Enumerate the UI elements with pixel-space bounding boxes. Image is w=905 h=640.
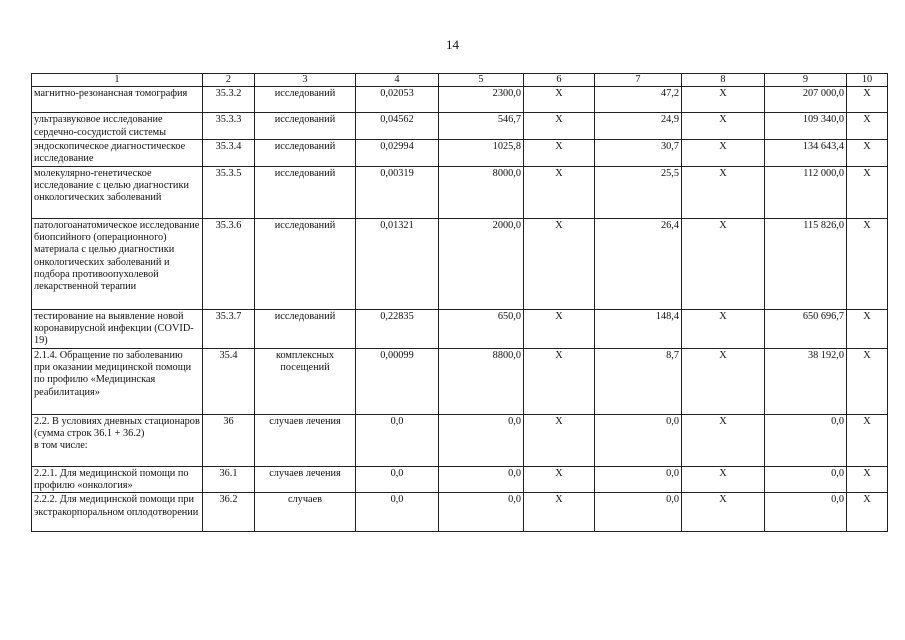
row-code: 36.1 [203, 466, 255, 493]
cell-value: 30,7 [595, 140, 682, 167]
cell-value: 134 643,4 [765, 140, 847, 167]
cell-value: X [524, 87, 595, 113]
cell-value: 47,2 [595, 87, 682, 113]
row-unit: случаев лечения [255, 414, 356, 466]
cell-value: 0,0 [595, 466, 682, 493]
cell-value: X [847, 466, 888, 493]
cell-value: X [524, 493, 595, 532]
table-row [32, 414, 888, 466]
row-unit: исследований [255, 140, 356, 167]
column-number: 2 [203, 74, 255, 87]
cell-value: X [682, 493, 765, 532]
cell-value: X [682, 113, 765, 140]
row-code: 35.3.3 [203, 113, 255, 140]
table-row [32, 140, 888, 167]
cell-value: 0,0 [765, 493, 847, 532]
row-code: 35.3.6 [203, 218, 255, 309]
column-number: 8 [682, 74, 765, 87]
row-code: 35.3.7 [203, 309, 255, 348]
cell-value: X [847, 309, 888, 348]
cell-value: 0,0 [595, 493, 682, 532]
cell-value: X [682, 348, 765, 414]
cell-value: 0,22835 [356, 309, 439, 348]
row-label: ультразвуковое исследование сердечно-сосудистой системы [32, 113, 203, 140]
row-label: 2.2.1. Для медицинской помощи по профилю «онкология» [32, 466, 203, 493]
column-number: 9 [765, 74, 847, 87]
cell-value: X [524, 218, 595, 309]
cell-value: 0,02053 [356, 87, 439, 113]
cell-value: 0,00319 [356, 166, 439, 218]
cell-value: X [524, 140, 595, 167]
cell-value: X [682, 166, 765, 218]
cell-value: 0,0 [595, 414, 682, 466]
row-code: 35.3.4 [203, 140, 255, 167]
cell-value: 8000,0 [439, 166, 524, 218]
row-code: 35.4 [203, 348, 255, 414]
page-number: 14 [446, 37, 459, 52]
cell-value: 650 696,7 [765, 309, 847, 348]
row-code: 35.3.2 [203, 87, 255, 113]
cell-value: 0,0 [356, 414, 439, 466]
cell-value: 1025,8 [439, 140, 524, 167]
table-row [32, 87, 888, 113]
row-code: 36 [203, 414, 255, 466]
row-unit: исследований [255, 218, 356, 309]
cell-value: X [682, 414, 765, 466]
row-label: магнитно-резонансная томография [32, 87, 203, 113]
cell-value: 0,0 [439, 414, 524, 466]
cell-value: X [524, 348, 595, 414]
row-label: эндоскопическое диагностическое исследование [32, 140, 203, 167]
cell-value: 0,01321 [356, 218, 439, 309]
header-row [32, 74, 888, 87]
cell-value: 115 826,0 [765, 218, 847, 309]
row-label: молекулярно-генетическое исследование с целью диагностики онкологических заболеваний [32, 166, 203, 218]
row-unit: случаев [255, 493, 356, 532]
cell-value: 24,9 [595, 113, 682, 140]
row-unit: случаев лечения [255, 466, 356, 493]
column-number: 7 [595, 74, 682, 87]
row-unit: исследований [255, 166, 356, 218]
cell-value: X [847, 87, 888, 113]
cell-value: 26,4 [595, 218, 682, 309]
row-label: 2.2. В условиях дневных стационаров (сумма строк 36.1 + 36.2) в том числе: [32, 414, 203, 466]
column-number: 5 [439, 74, 524, 87]
cell-value: 8,7 [595, 348, 682, 414]
cell-value: X [847, 166, 888, 218]
table-row [32, 166, 888, 218]
column-number: 3 [255, 74, 356, 87]
cell-value: 0,0 [356, 493, 439, 532]
cell-value: 0,02994 [356, 140, 439, 167]
column-number: 4 [356, 74, 439, 87]
cell-value: X [524, 466, 595, 493]
cell-value: 25,5 [595, 166, 682, 218]
cell-value: 38 192,0 [765, 348, 847, 414]
cell-value: X [524, 113, 595, 140]
cell-value: 112 000,0 [765, 166, 847, 218]
cell-value: X [524, 309, 595, 348]
cell-value: X [847, 348, 888, 414]
cell-value: 0,04562 [356, 113, 439, 140]
row-unit: исследований [255, 87, 356, 113]
cell-value: 8800,0 [439, 348, 524, 414]
table-row [32, 493, 888, 532]
cell-value: 148,4 [595, 309, 682, 348]
cell-value: X [682, 218, 765, 309]
cell-value: X [847, 218, 888, 309]
cell-value: 0,00099 [356, 348, 439, 414]
cell-value: X [524, 166, 595, 218]
cell-value: 0,0 [356, 466, 439, 493]
row-unit: исследований [255, 309, 356, 348]
row-label: 2.2.2. Для медицинской помощи при экстракорпоральном оплодотворении [32, 493, 203, 532]
cell-value: X [682, 309, 765, 348]
column-number: 1 [32, 74, 203, 87]
row-code: 35.3.5 [203, 166, 255, 218]
cell-value: X [682, 87, 765, 113]
cell-value: 2000,0 [439, 218, 524, 309]
cell-value: 207 000,0 [765, 87, 847, 113]
cell-value: 109 340,0 [765, 113, 847, 140]
table-row [32, 348, 888, 414]
cell-value: X [847, 113, 888, 140]
cell-value: 546,7 [439, 113, 524, 140]
row-unit: исследований [255, 113, 356, 140]
cell-value: X [682, 466, 765, 493]
cell-value: X [682, 140, 765, 167]
cell-value: 2300,0 [439, 87, 524, 113]
cell-value: 650,0 [439, 309, 524, 348]
column-number: 10 [847, 74, 888, 87]
row-label: патологоанатомическое исследование биопсийного (операционного) материала с целью диагностики онкологических заболеваний и подбора противоопухолевой лекарственной терапии [32, 218, 203, 309]
row-label: тестирование на выявление новой коронавирусной инфекции (COVID-19) [32, 309, 203, 348]
cell-value: X [524, 414, 595, 466]
table-row [32, 309, 888, 348]
cell-value: 0,0 [765, 414, 847, 466]
table-row [32, 218, 888, 309]
cell-value: X [847, 414, 888, 466]
row-code: 36.2 [203, 493, 255, 532]
table-row [32, 113, 888, 140]
data-table [31, 73, 888, 532]
row-label: 2.1.4. Обращение по заболеванию при оказании медицинской помощи по профилю «Медицинская реабилитация» [32, 348, 203, 414]
cell-value: X [847, 493, 888, 532]
column-number: 6 [524, 74, 595, 87]
table-row [32, 466, 888, 493]
row-unit: комплексных посещений [255, 348, 356, 414]
cell-value: 0,0 [439, 466, 524, 493]
cell-value: 0,0 [439, 493, 524, 532]
cell-value: 0,0 [765, 466, 847, 493]
cell-value: X [847, 140, 888, 167]
